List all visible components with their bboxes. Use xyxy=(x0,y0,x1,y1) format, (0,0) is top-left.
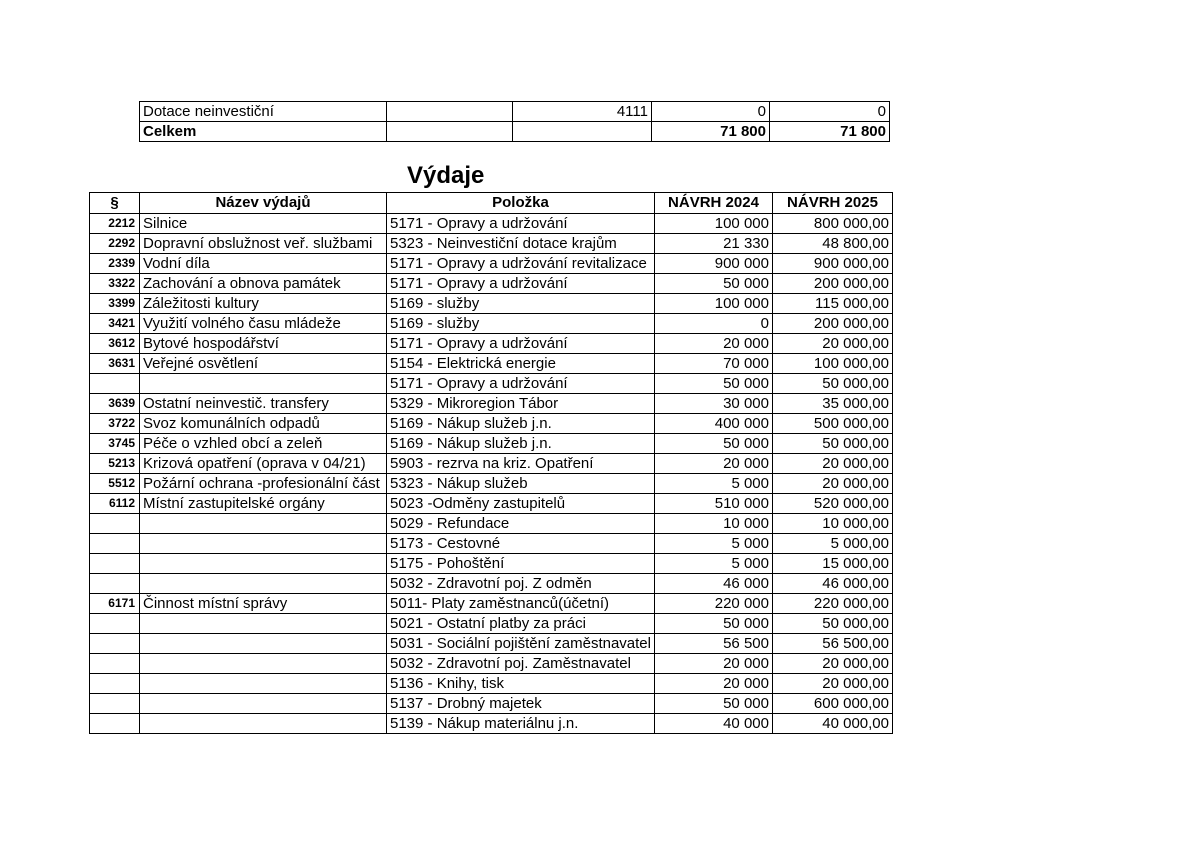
section-code xyxy=(90,674,140,694)
value-2025: 20 000,00 xyxy=(772,674,892,694)
budget-item: 5171 - Opravy a udržování xyxy=(387,334,655,354)
budget-item: 5032 - Zdravotní poj. Z odměn xyxy=(387,574,655,594)
value-2025: 20 000,00 xyxy=(772,474,892,494)
section-code: 5512 xyxy=(90,474,140,494)
section-code: 6171 xyxy=(90,594,140,614)
table-row xyxy=(90,354,893,374)
value-2025: 100 000,00 xyxy=(772,354,892,374)
income-label: Celkem xyxy=(140,122,387,142)
income-item: 4111 xyxy=(513,102,652,122)
value-2024: 20 000 xyxy=(654,334,772,354)
expense-name: Místní zastupitelské orgány xyxy=(140,494,387,514)
table-row xyxy=(90,554,893,574)
expense-name: Záležitosti kultury xyxy=(140,294,387,314)
expense-name xyxy=(140,674,387,694)
value-2024: 21 330 xyxy=(654,234,772,254)
table-row xyxy=(90,514,893,534)
budget-item: 5171 - Opravy a udržování xyxy=(387,274,655,294)
value-2025: 10 000,00 xyxy=(772,514,892,534)
income-2025: 0 xyxy=(770,102,890,122)
table-row xyxy=(90,534,893,554)
section-code: 5213 xyxy=(90,454,140,474)
section-code xyxy=(90,634,140,654)
expense-name xyxy=(140,634,387,654)
value-2024: 5 000 xyxy=(654,474,772,494)
value-2025: 48 800,00 xyxy=(772,234,892,254)
section-code: 3639 xyxy=(90,394,140,414)
budget-item: 5031 - Sociální pojištění zaměstnavatel xyxy=(387,634,655,654)
table-row xyxy=(90,454,893,474)
expense-name xyxy=(140,554,387,574)
section-code xyxy=(90,694,140,714)
section-code: 3399 xyxy=(90,294,140,314)
budget-item: 5154 - Elektrická energie xyxy=(387,354,655,374)
budget-item: 5323 - Neinvestiční dotace krajům xyxy=(387,234,655,254)
value-2025: 20 000,00 xyxy=(772,654,892,674)
table-row xyxy=(90,674,893,694)
value-2025: 115 000,00 xyxy=(772,294,892,314)
header-2025: NÁVRH 2025 xyxy=(772,193,892,214)
value-2025: 46 000,00 xyxy=(772,574,892,594)
income-label: Dotace neinvestiční xyxy=(140,102,387,122)
table-row xyxy=(90,214,893,234)
table-row xyxy=(90,654,893,674)
budget-item: 5171 - Opravy a udržování revitalizace xyxy=(387,254,655,274)
section-code: 6112 xyxy=(90,494,140,514)
expenses-table xyxy=(89,192,893,734)
budget-item: 5169 - služby xyxy=(387,294,655,314)
section-code: 3421 xyxy=(90,314,140,334)
table-row xyxy=(90,274,893,294)
value-2025: 20 000,00 xyxy=(772,454,892,474)
expense-name: Svoz komunálních odpadů xyxy=(140,414,387,434)
value-2025: 50 000,00 xyxy=(772,614,892,634)
budget-item: 5173 - Cestovné xyxy=(387,534,655,554)
budget-item: 5171 - Opravy a udržování xyxy=(387,374,655,394)
budget-item: 5023 -Odměny zastupitelů xyxy=(387,494,655,514)
expense-name xyxy=(140,534,387,554)
section-code: 2212 xyxy=(90,214,140,234)
expense-name: Silnice xyxy=(140,214,387,234)
value-2024: 20 000 xyxy=(654,654,772,674)
section-code: 3745 xyxy=(90,434,140,454)
expense-name: Zachování a obnova památek xyxy=(140,274,387,294)
budget-item: 5169 - služby xyxy=(387,314,655,334)
expense-name xyxy=(140,374,387,394)
value-2025: 56 500,00 xyxy=(772,634,892,654)
value-2024: 50 000 xyxy=(654,694,772,714)
value-2025: 520 000,00 xyxy=(772,494,892,514)
header-item: Položka xyxy=(387,193,655,214)
table-row xyxy=(90,594,893,614)
expense-name xyxy=(140,614,387,634)
value-2024: 20 000 xyxy=(654,454,772,474)
value-2025: 200 000,00 xyxy=(772,314,892,334)
section-code xyxy=(90,614,140,634)
value-2024: 900 000 xyxy=(654,254,772,274)
table-row xyxy=(90,574,893,594)
table-row xyxy=(90,494,893,514)
budget-item: 5011- Platy zaměstnanců(účetní) xyxy=(387,594,655,614)
budget-item: 5175 - Pohoštění xyxy=(387,554,655,574)
value-2024: 50 000 xyxy=(654,434,772,454)
expense-name: Činnost místní správy xyxy=(140,594,387,614)
value-2025: 600 000,00 xyxy=(772,694,892,714)
income-table xyxy=(139,101,890,142)
expense-name: Bytové hospodářství xyxy=(140,334,387,354)
value-2025: 20 000,00 xyxy=(772,334,892,354)
value-2025: 900 000,00 xyxy=(772,254,892,274)
value-2024: 100 000 xyxy=(654,294,772,314)
table-row xyxy=(90,294,893,314)
value-2024: 70 000 xyxy=(654,354,772,374)
value-2024: 46 000 xyxy=(654,574,772,594)
header-name: Název výdajů xyxy=(140,193,387,214)
table-row xyxy=(90,234,893,254)
value-2025: 800 000,00 xyxy=(772,214,892,234)
table-row xyxy=(90,254,893,274)
expense-name: Veřejné osvětlení xyxy=(140,354,387,374)
expenses-header-row xyxy=(90,193,893,214)
section-code xyxy=(90,374,140,394)
table-row xyxy=(90,394,893,414)
budget-item: 5021 - Ostatní platby za práci xyxy=(387,614,655,634)
table-row xyxy=(90,614,893,634)
value-2024: 50 000 xyxy=(654,374,772,394)
value-2024: 50 000 xyxy=(654,274,772,294)
value-2025: 50 000,00 xyxy=(772,374,892,394)
budget-item: 5169 - Nákup služeb j.n. xyxy=(387,434,655,454)
header-section: § xyxy=(90,193,140,214)
value-2024: 220 000 xyxy=(654,594,772,614)
value-2024: 510 000 xyxy=(654,494,772,514)
expense-name: Krizová opatření (oprava v 04/21) xyxy=(140,454,387,474)
section-code: 2339 xyxy=(90,254,140,274)
value-2025: 35 000,00 xyxy=(772,394,892,414)
expense-name xyxy=(140,654,387,674)
value-2024: 0 xyxy=(654,314,772,334)
table-row xyxy=(90,334,893,354)
expense-name: Využití volného času mládeže xyxy=(140,314,387,334)
section-code: 2292 xyxy=(90,234,140,254)
section-code: 3631 xyxy=(90,354,140,374)
income-empty xyxy=(387,102,513,122)
section-code xyxy=(90,574,140,594)
section-code xyxy=(90,534,140,554)
value-2024: 10 000 xyxy=(654,514,772,534)
budget-item: 5136 - Knihy, tisk xyxy=(387,674,655,694)
section-code xyxy=(90,714,140,734)
expense-name: Dopravní obslužnost veř. službami xyxy=(140,234,387,254)
budget-item: 5171 - Opravy a udržování xyxy=(387,214,655,234)
income-2025: 71 800 xyxy=(770,122,890,142)
expense-name xyxy=(140,514,387,534)
income-item xyxy=(513,122,652,142)
value-2024: 100 000 xyxy=(654,214,772,234)
expense-name xyxy=(140,714,387,734)
value-2024: 20 000 xyxy=(654,674,772,694)
value-2024: 5 000 xyxy=(654,554,772,574)
income-empty xyxy=(387,122,513,142)
value-2025: 15 000,00 xyxy=(772,554,892,574)
budget-item: 5032 - Zdravotní poj. Zaměstnavatel xyxy=(387,654,655,674)
expense-name: Vodní díla xyxy=(140,254,387,274)
value-2024: 30 000 xyxy=(654,394,772,414)
budget-item: 5029 - Refundace xyxy=(387,514,655,534)
income-row xyxy=(140,122,890,142)
income-row xyxy=(140,102,890,122)
expense-name xyxy=(140,574,387,594)
header-2024: NÁVRH 2024 xyxy=(654,193,772,214)
value-2025: 50 000,00 xyxy=(772,434,892,454)
section-code: 3322 xyxy=(90,274,140,294)
value-2024: 50 000 xyxy=(654,614,772,634)
table-row xyxy=(90,314,893,334)
table-row xyxy=(90,474,893,494)
value-2024: 5 000 xyxy=(654,534,772,554)
budget-item: 5323 - Nákup služeb xyxy=(387,474,655,494)
budget-item: 5903 - rezrva na kriz. Opatření xyxy=(387,454,655,474)
section-code xyxy=(90,514,140,534)
value-2025: 200 000,00 xyxy=(772,274,892,294)
table-row xyxy=(90,374,893,394)
expense-name: Péče o vzhled obcí a zeleň xyxy=(140,434,387,454)
budget-item: 5329 - Mikroregion Tábor xyxy=(387,394,655,414)
value-2025: 5 000,00 xyxy=(772,534,892,554)
expense-name: Ostatní neinvestič. transfery xyxy=(140,394,387,414)
income-2024: 0 xyxy=(652,102,770,122)
table-row xyxy=(90,714,893,734)
section-code xyxy=(90,554,140,574)
table-row xyxy=(90,414,893,434)
table-row xyxy=(90,634,893,654)
value-2025: 40 000,00 xyxy=(772,714,892,734)
value-2024: 56 500 xyxy=(654,634,772,654)
budget-item: 5137 - Drobný majetek xyxy=(387,694,655,714)
income-2024: 71 800 xyxy=(652,122,770,142)
budget-item: 5139 - Nákup materiálnu j.n. xyxy=(387,714,655,734)
section-code: 3612 xyxy=(90,334,140,354)
budget-item: 5169 - Nákup služeb j.n. xyxy=(387,414,655,434)
section-code: 3722 xyxy=(90,414,140,434)
value-2025: 500 000,00 xyxy=(772,414,892,434)
value-2024: 400 000 xyxy=(654,414,772,434)
expense-name xyxy=(140,694,387,714)
value-2024: 40 000 xyxy=(654,714,772,734)
section-code xyxy=(90,654,140,674)
value-2025: 220 000,00 xyxy=(772,594,892,614)
table-row xyxy=(90,434,893,454)
table-row xyxy=(90,694,893,714)
section-title: Výdaje xyxy=(407,162,485,189)
expense-name: Požární ochrana -profesionální část xyxy=(140,474,387,494)
